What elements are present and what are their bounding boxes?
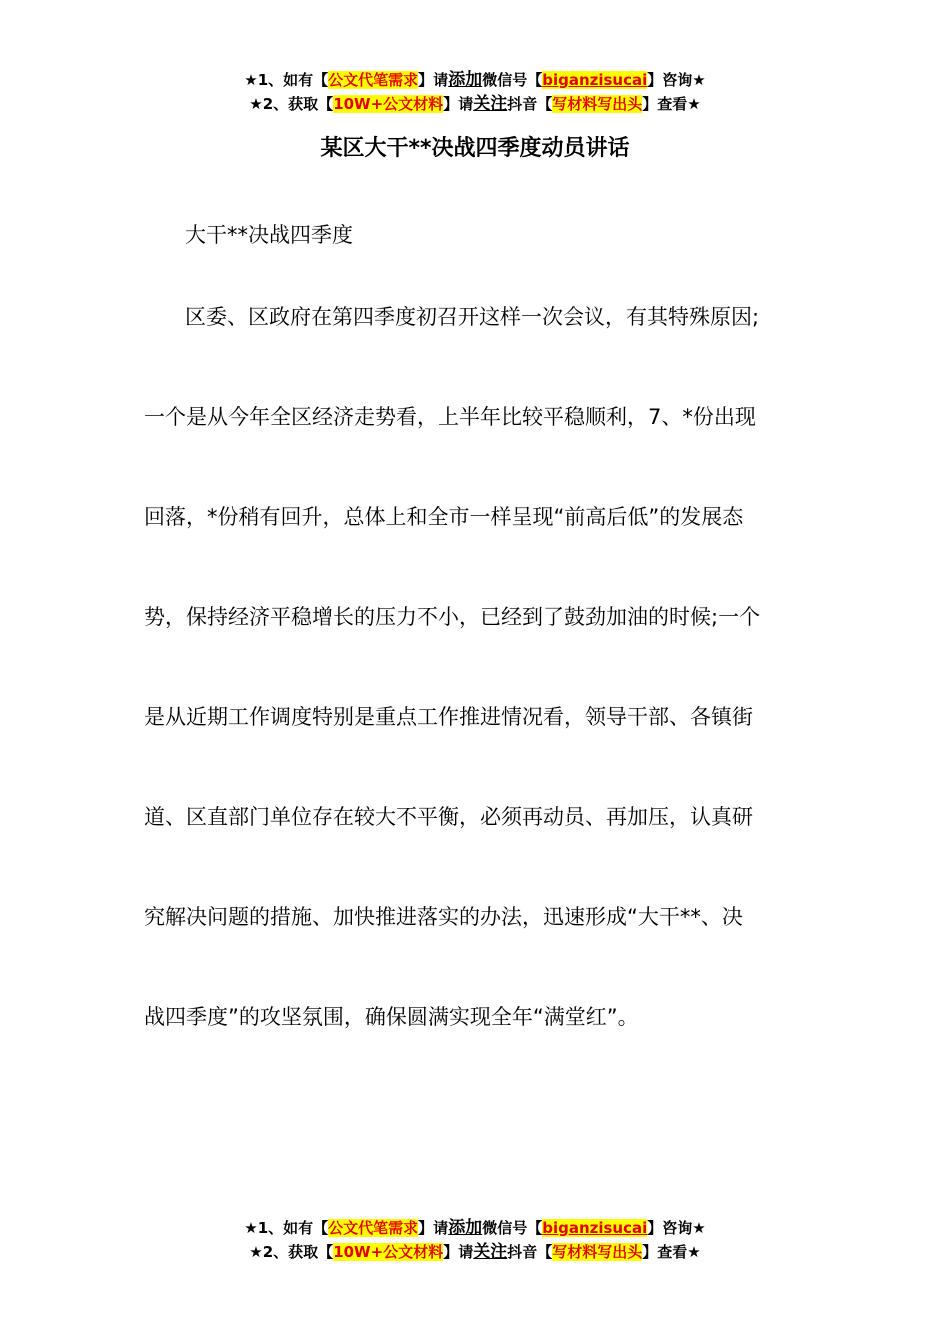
banner-text: 】请 xyxy=(443,95,474,113)
banner-text: ★2、获取【 xyxy=(249,1243,334,1261)
body-line: 战四季度”的攻坚氛围，确保圆满实现全年“满堂红”。 xyxy=(144,1005,639,1029)
banner-emphasis: 关注 xyxy=(473,1242,508,1262)
document-body xyxy=(144,300,810,1100)
banner-text: 】查看★ xyxy=(642,95,701,113)
banner-text: 】查看★ xyxy=(642,1243,701,1261)
banner-text: 抖音【 xyxy=(507,95,553,113)
banner-text: 】请 xyxy=(443,1243,474,1261)
body-line: 一个是从今年全区经济走势看，上半年比较平稳顺利，7、*份出现 xyxy=(144,405,756,429)
banner-text: ★1、如有【 xyxy=(244,71,329,89)
banner-line-2 xyxy=(0,92,950,116)
banner-text: 微信号【 xyxy=(482,71,543,89)
banner-text: 】咨询★ xyxy=(647,71,706,89)
banner-text: 】咨询★ xyxy=(647,1219,706,1237)
douyin-account-highlight: 写材料写出头 xyxy=(552,95,643,113)
banner-text: 】请 xyxy=(418,71,449,89)
service-highlight: 公文代笔需求 xyxy=(328,71,419,89)
banner-emphasis: 关注 xyxy=(473,94,508,114)
banner-text: ★2、获取【 xyxy=(249,95,334,113)
materials-highlight: 10W+公文材料 xyxy=(333,1243,444,1261)
banner-line-1 xyxy=(0,68,950,92)
wechat-id-link[interactable]: biganzisucai xyxy=(542,71,648,89)
document-subtitle: 大干**决战四季度 xyxy=(185,223,353,247)
banner-text: 微信号【 xyxy=(482,1219,543,1237)
douyin-account-highlight: 写材料写出头 xyxy=(552,1243,643,1261)
body-line: 究解决问题的措施、加快推进落实的办法，迅速形成“大干**、决 xyxy=(144,905,743,929)
body-line: 区委、区政府在第四季度初召开这样一次会议，有其特殊原因; xyxy=(185,305,760,329)
body-line: 势，保持经济平稳增长的压力不小，已经到了鼓劲加油的时候;一个 xyxy=(144,605,761,629)
body-line: 回落，*份稍有回升，总体上和全市一样呈现“前高后低”的发展态 xyxy=(144,505,744,529)
banner-emphasis: 添加 xyxy=(448,1218,483,1238)
body-line: 是从近期工作调度特别是重点工作推进情况看，领导干部、各镇街 xyxy=(144,705,753,729)
document-title: 某区大干**决战四季度动员讲话 xyxy=(320,136,630,161)
banner-text: 抖音【 xyxy=(507,1243,553,1261)
banner-text: 】请 xyxy=(418,1219,449,1237)
body-line: 道、区直部门单位存在较大不平衡，必须再动员、再加压，认真研 xyxy=(144,805,753,829)
banner-text: ★1、如有【 xyxy=(244,1219,329,1237)
header-banner xyxy=(0,68,950,116)
wechat-id-link[interactable]: biganzisucai xyxy=(542,1219,648,1237)
service-highlight: 公文代笔需求 xyxy=(328,1219,419,1237)
banner-line-2 xyxy=(0,1240,950,1264)
banner-line-1 xyxy=(0,1216,950,1240)
footer-banner xyxy=(0,1216,950,1264)
materials-highlight: 10W+公文材料 xyxy=(333,95,444,113)
banner-emphasis: 添加 xyxy=(448,70,483,90)
